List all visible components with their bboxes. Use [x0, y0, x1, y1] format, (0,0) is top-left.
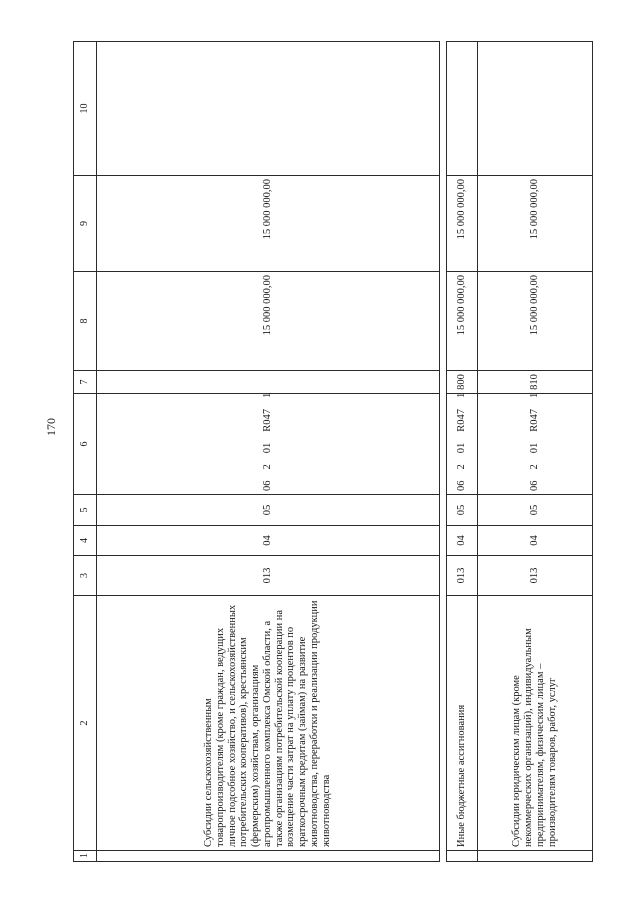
header-cell-7: 7 [74, 371, 97, 394]
target-article-code-cell [446, 394, 477, 495]
code-part: 06 [529, 480, 541, 491]
empty-cell [96, 42, 439, 176]
code-part: R047 [455, 408, 467, 432]
subsection-code-cell: 05 [446, 495, 477, 526]
code-part: 2 [261, 464, 273, 470]
header-cell-3: 3 [74, 556, 97, 596]
code-part: 2 [529, 464, 541, 470]
empty-cell [477, 42, 592, 176]
budget-table [73, 41, 593, 862]
expense-name-cell: Иные бюджетные ассигнования [446, 596, 477, 851]
amount-cell: 15 000 000,00 [446, 176, 477, 272]
amount-cell: 15 000 000,00 [96, 176, 439, 272]
expense-type-code-cell: 800 [446, 371, 477, 394]
expense-name-cell: Субсидии сельскохозяйственным товаропроизводителям (кроме граждан, ведущих личное подсобное хозяйство, и сельскохозяйственных потребительских кооперативов), крестьянским (фермерским) хозяйствам, организациям агропромышленного комплекса Омской области, а также организациям потребительской кооперации на возмещение части затрат на уплату процентов по краткосрочным кредитам (займам) на развитие животноводства, переработки и реализации продукции животноводства [96, 596, 439, 851]
row-number-cell [96, 851, 439, 862]
code-part: 06 [261, 480, 273, 491]
amount-cell: 15 000 000,00 [446, 272, 477, 371]
ministry-code-cell: 013 [446, 556, 477, 596]
ministry-code-cell: 013 [477, 556, 592, 596]
header-row [74, 42, 97, 862]
ministry-code-cell: 013 [96, 556, 439, 596]
target-article-code-cell [477, 394, 592, 495]
code-part: R047 [261, 408, 273, 432]
row-separator [439, 42, 446, 862]
header-cell-10: 10 [74, 42, 97, 176]
code-part: 1 [455, 392, 467, 398]
header-cell-8: 8 [74, 272, 97, 371]
section-code-cell: 04 [96, 526, 439, 556]
target-article-code-cell [96, 394, 439, 495]
row-number-cell [477, 851, 592, 862]
expense-type-code-cell [96, 371, 439, 394]
code-part: 06 [455, 480, 467, 491]
subsection-code-cell: 05 [96, 495, 439, 526]
header-cell-9: 9 [74, 176, 97, 272]
page-number: 170 [44, 418, 58, 436]
expense-name-cell: Субсидии юридическим лицам (кроме некоммерческих организаций), индивидуальным предпринимателям, физическим лицам – производителям товаров, работ, услуг [477, 596, 592, 851]
header-cell-6: 6 [74, 394, 97, 495]
code-part: 2 [455, 464, 467, 470]
code-part: 1 [261, 392, 273, 398]
rotated-table-wrapper [73, 42, 593, 862]
expense-type-code-cell: 810 [477, 371, 592, 394]
amount-cell: 15 000 000,00 [477, 272, 592, 371]
section-code-cell: 04 [446, 526, 477, 556]
table-row [96, 42, 439, 862]
table-row [477, 42, 592, 862]
section-code-cell: 04 [477, 526, 592, 556]
header-cell-4: 4 [74, 526, 97, 556]
amount-cell: 15 000 000,00 [96, 272, 439, 371]
code-part: 01 [529, 442, 541, 454]
table-row [446, 42, 477, 862]
amount-cell: 15 000 000,00 [477, 176, 592, 272]
header-cell-5: 5 [74, 495, 97, 526]
code-part: R047 [529, 408, 541, 432]
code-part: 01 [455, 442, 467, 454]
row-number-cell [446, 851, 477, 862]
header-cell-1: 1 [74, 851, 97, 862]
empty-cell [446, 42, 477, 176]
header-cell-2: 2 [74, 596, 97, 851]
subsection-code-cell: 05 [477, 495, 592, 526]
code-part: 01 [261, 442, 273, 454]
code-part: 1 [529, 392, 541, 398]
